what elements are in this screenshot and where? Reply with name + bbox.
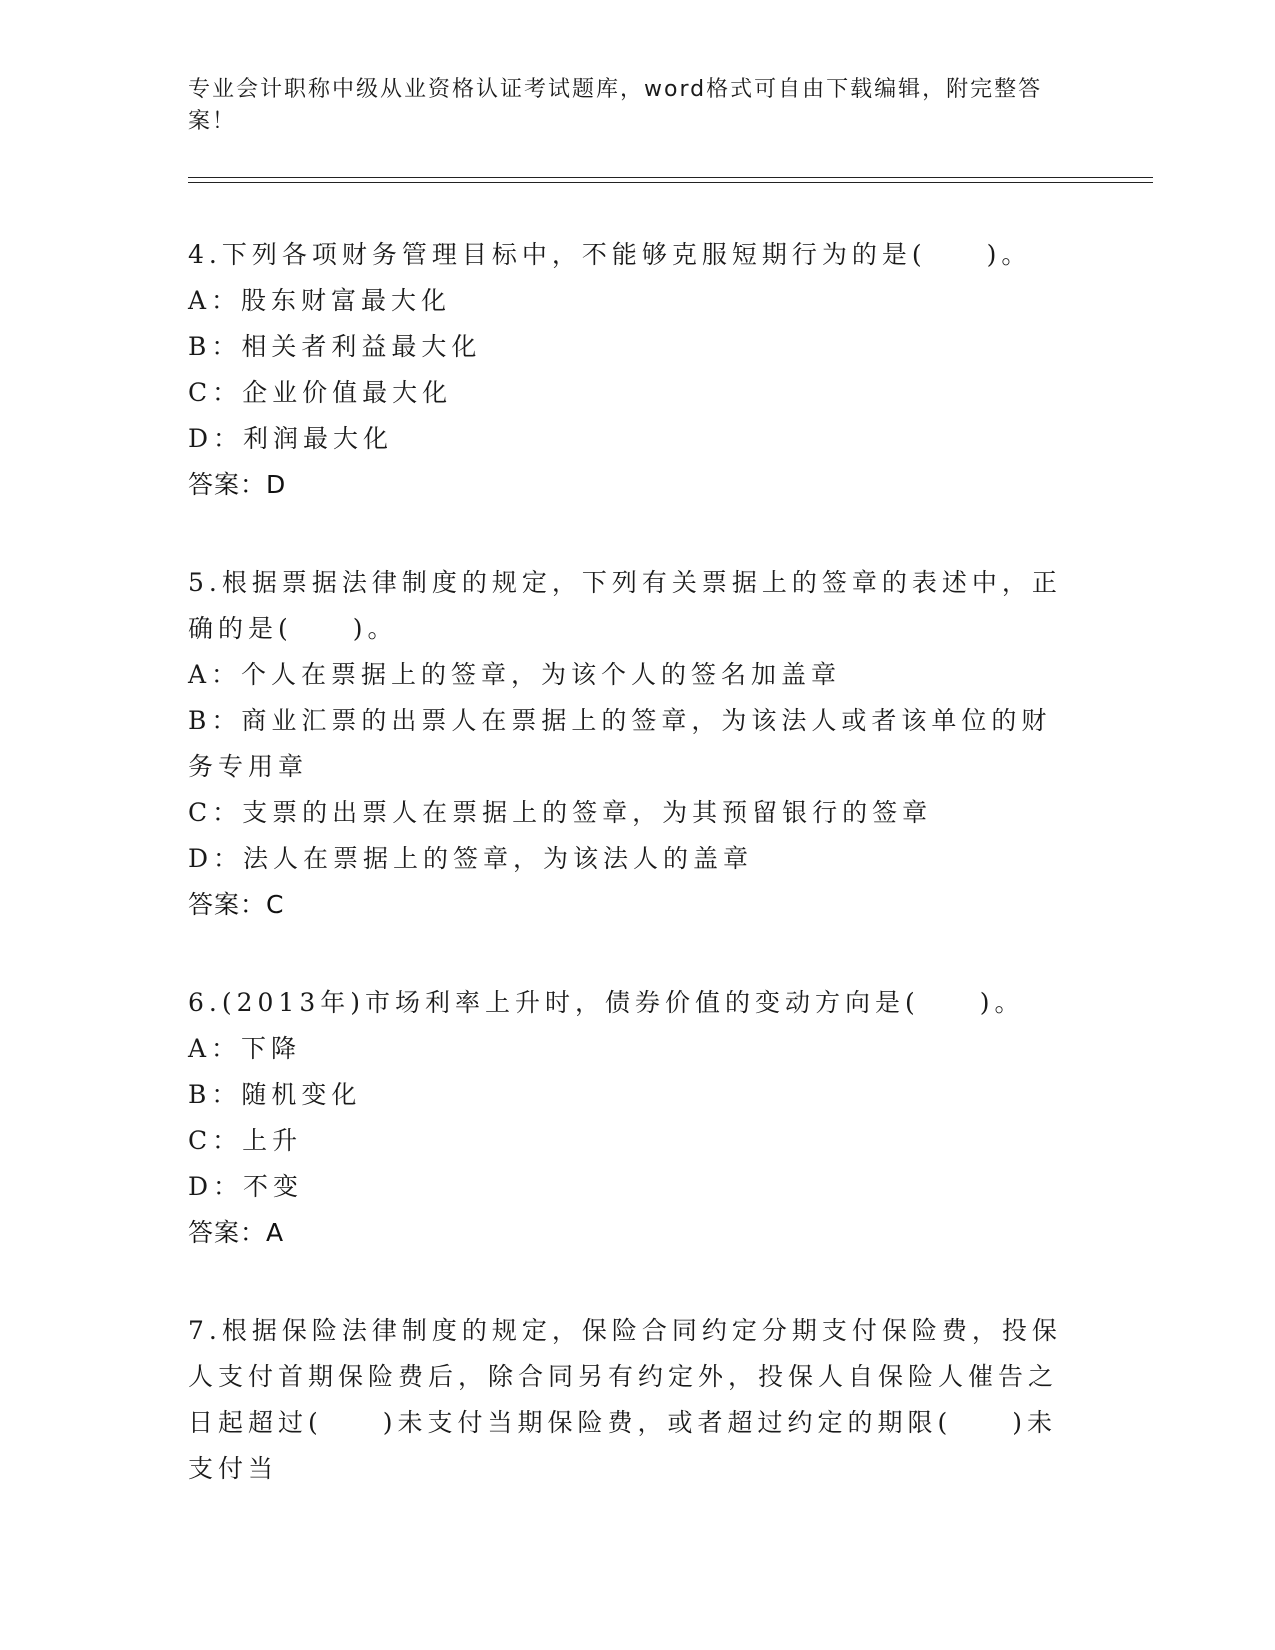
option-c: C：支票的出票人在票据上的签章，为其预留银行的签章 [188,798,933,827]
question-4 [188,232,1068,508]
answer-line: 答案：D [188,470,287,499]
option-d: D：法人在票据上的签章，为该法人的盖章 [188,844,754,873]
option-c: C：企业价值最大化 [188,378,453,407]
question-6 [188,980,1068,1256]
document-intro: 专业会计职称中级从业资格认证考试题库，word格式可自由下载编辑，附完整答案！ [188,77,1043,134]
option-b: B：随机变化 [188,1080,362,1109]
option-a: A：下降 [188,1034,302,1063]
option-b: B：相关者利益最大化 [188,332,482,361]
answer-line: 答案：C [188,890,285,919]
question-stem: 4.下列各项财务管理目标中，不能够克服短期行为的是( )。 [188,240,1032,269]
question-stem: 6.(2013年)市场利率上升时，债券价值的变动方向是( )。 [188,988,1025,1017]
question-stem: 7.根据保险法律制度的规定，保险合同约定分期支付保险费，投保人支付首期保险费后，除合同另有约定外，投保人自保险人催告之日起超过( )未支付当期保险费，或者超过约定的期限( )未支付当 [188,1316,1062,1483]
question-stem: 5.根据票据法律制度的规定，下列有关票据上的签章的表述中，正确的是( )。 [188,568,1062,643]
header-divider-bottom [188,182,1153,183]
option-d: D：利润最大化 [188,424,394,453]
question-5 [188,560,1068,928]
question-list [188,232,1068,1544]
answer-line: 答案：A [188,1218,285,1247]
header-divider-top [188,177,1153,178]
option-d: D：不变 [188,1172,304,1201]
option-b: B：商业汇票的出票人在票据上的签章，为该法人或者该单位的财务专用章 [188,706,1052,781]
question-7 [188,1308,1068,1492]
option-a: A：股东财富最大化 [188,286,452,315]
option-a: A：个人在票据上的签章，为该个人的签名加盖章 [188,660,842,689]
option-c: C：上升 [188,1126,303,1155]
